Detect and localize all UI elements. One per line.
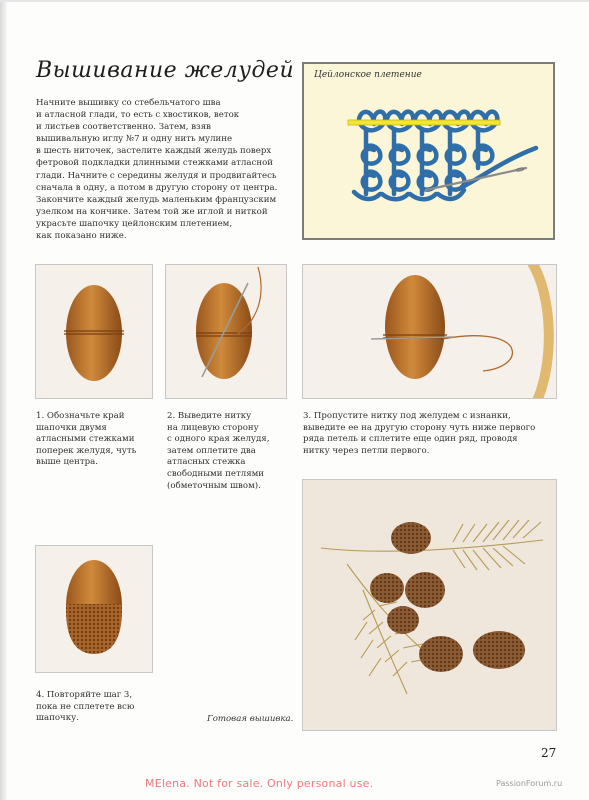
- caption-line: шапочки двумя: [36, 422, 107, 433]
- ceylon-stitch-diagram: [302, 62, 555, 240]
- intro-line: узелком на кончике. Затем той же иглой и ниткой: [36, 206, 268, 217]
- step-1-caption: [36, 411, 136, 469]
- caption-line: атласных стежка: [167, 457, 246, 468]
- caption-line: (обметочным швом).: [167, 480, 261, 491]
- ceylon-diagram-title: Цейлонское плетение: [314, 70, 422, 80]
- caption-line: выше центра.: [36, 457, 98, 468]
- intro-line: вышивальную иглу №7 и одну нить мулине: [36, 134, 233, 145]
- intro-line: украсьте шапочку цейлонским плетением,: [36, 218, 233, 229]
- intro-text: [36, 97, 298, 242]
- intro-line: и атласной глади, то есть с хвостиков, веток: [36, 110, 240, 121]
- ceylon-support-bar: [348, 120, 500, 125]
- intro-line: Начните вышивку со стебельчатого шва: [36, 98, 221, 108]
- intro-line: в шесть ниточек, застелите каждый желудь поверх: [36, 146, 272, 157]
- caption-line: 4. Повторяйте шаг 3,: [36, 690, 133, 700]
- caption-line: нитку через петли первого.: [303, 445, 430, 456]
- caption-line: свободными петлями: [167, 468, 265, 479]
- acorn-shape: [66, 285, 122, 381]
- site-watermark: PassionForum.ru: [496, 779, 563, 788]
- top-rule: [0, 0, 589, 2]
- caption-line: 1. Обозначьте край: [36, 411, 125, 421]
- caption-line: затем оплетите два: [167, 445, 256, 456]
- caption-line: выведите ее на другую сторону чуть ниже первого: [303, 422, 536, 433]
- ceylon-diagram-illustration: [304, 64, 553, 238]
- finished-embroidery-photo: [302, 479, 557, 731]
- needle-icon: [426, 167, 526, 190]
- watermark: MElena. Not for sale. Only personal use.: [145, 777, 374, 790]
- caption-line: атласными стежками: [36, 434, 135, 445]
- caption-line: с одного края желудя,: [167, 434, 270, 445]
- step-3-photo: [302, 264, 557, 399]
- intro-line: сначала в одну, а потом в другую сторону от центра.: [36, 182, 278, 193]
- caption-line: на лицевую сторону: [167, 422, 259, 433]
- intro-line: глади. Начните с середины желудя и продвигайтесь: [36, 170, 277, 181]
- intro-line: фетровой подкладки длинными стежками атласной: [36, 158, 273, 169]
- page-title: Вышивание желудей: [36, 58, 295, 83]
- finished-caption: Готовая вышивка.: [207, 714, 294, 724]
- step-3-caption: [303, 411, 535, 457]
- step-2-caption: [167, 411, 269, 492]
- caption-line: 3. Пропустите нитку под желудем с изнанки,: [303, 411, 511, 421]
- step-1-photo: [35, 264, 153, 399]
- intro-line: как показано ниже.: [36, 231, 127, 242]
- step-4-caption: [36, 690, 134, 725]
- step-4-photo: [35, 545, 153, 673]
- caption-line: шапочку.: [36, 713, 79, 724]
- caption-line: пока не сплетете всю: [36, 701, 135, 712]
- caption-line: 2. Выведите нитку: [167, 411, 252, 421]
- caption-line: ряда петель и сплетите еще один ряд, проводя: [303, 434, 518, 445]
- caption-line: поперек желудя, чуть: [36, 445, 137, 456]
- page-number: 27: [541, 746, 557, 760]
- step-2-photo: [165, 264, 287, 399]
- intro-line: и листьев соответственно. Затем, взяв: [36, 122, 211, 133]
- intro-line: Закончите каждый желудь маленьким французским: [36, 194, 277, 205]
- acorn-shape: [385, 275, 445, 379]
- page-edge: [0, 0, 7, 800]
